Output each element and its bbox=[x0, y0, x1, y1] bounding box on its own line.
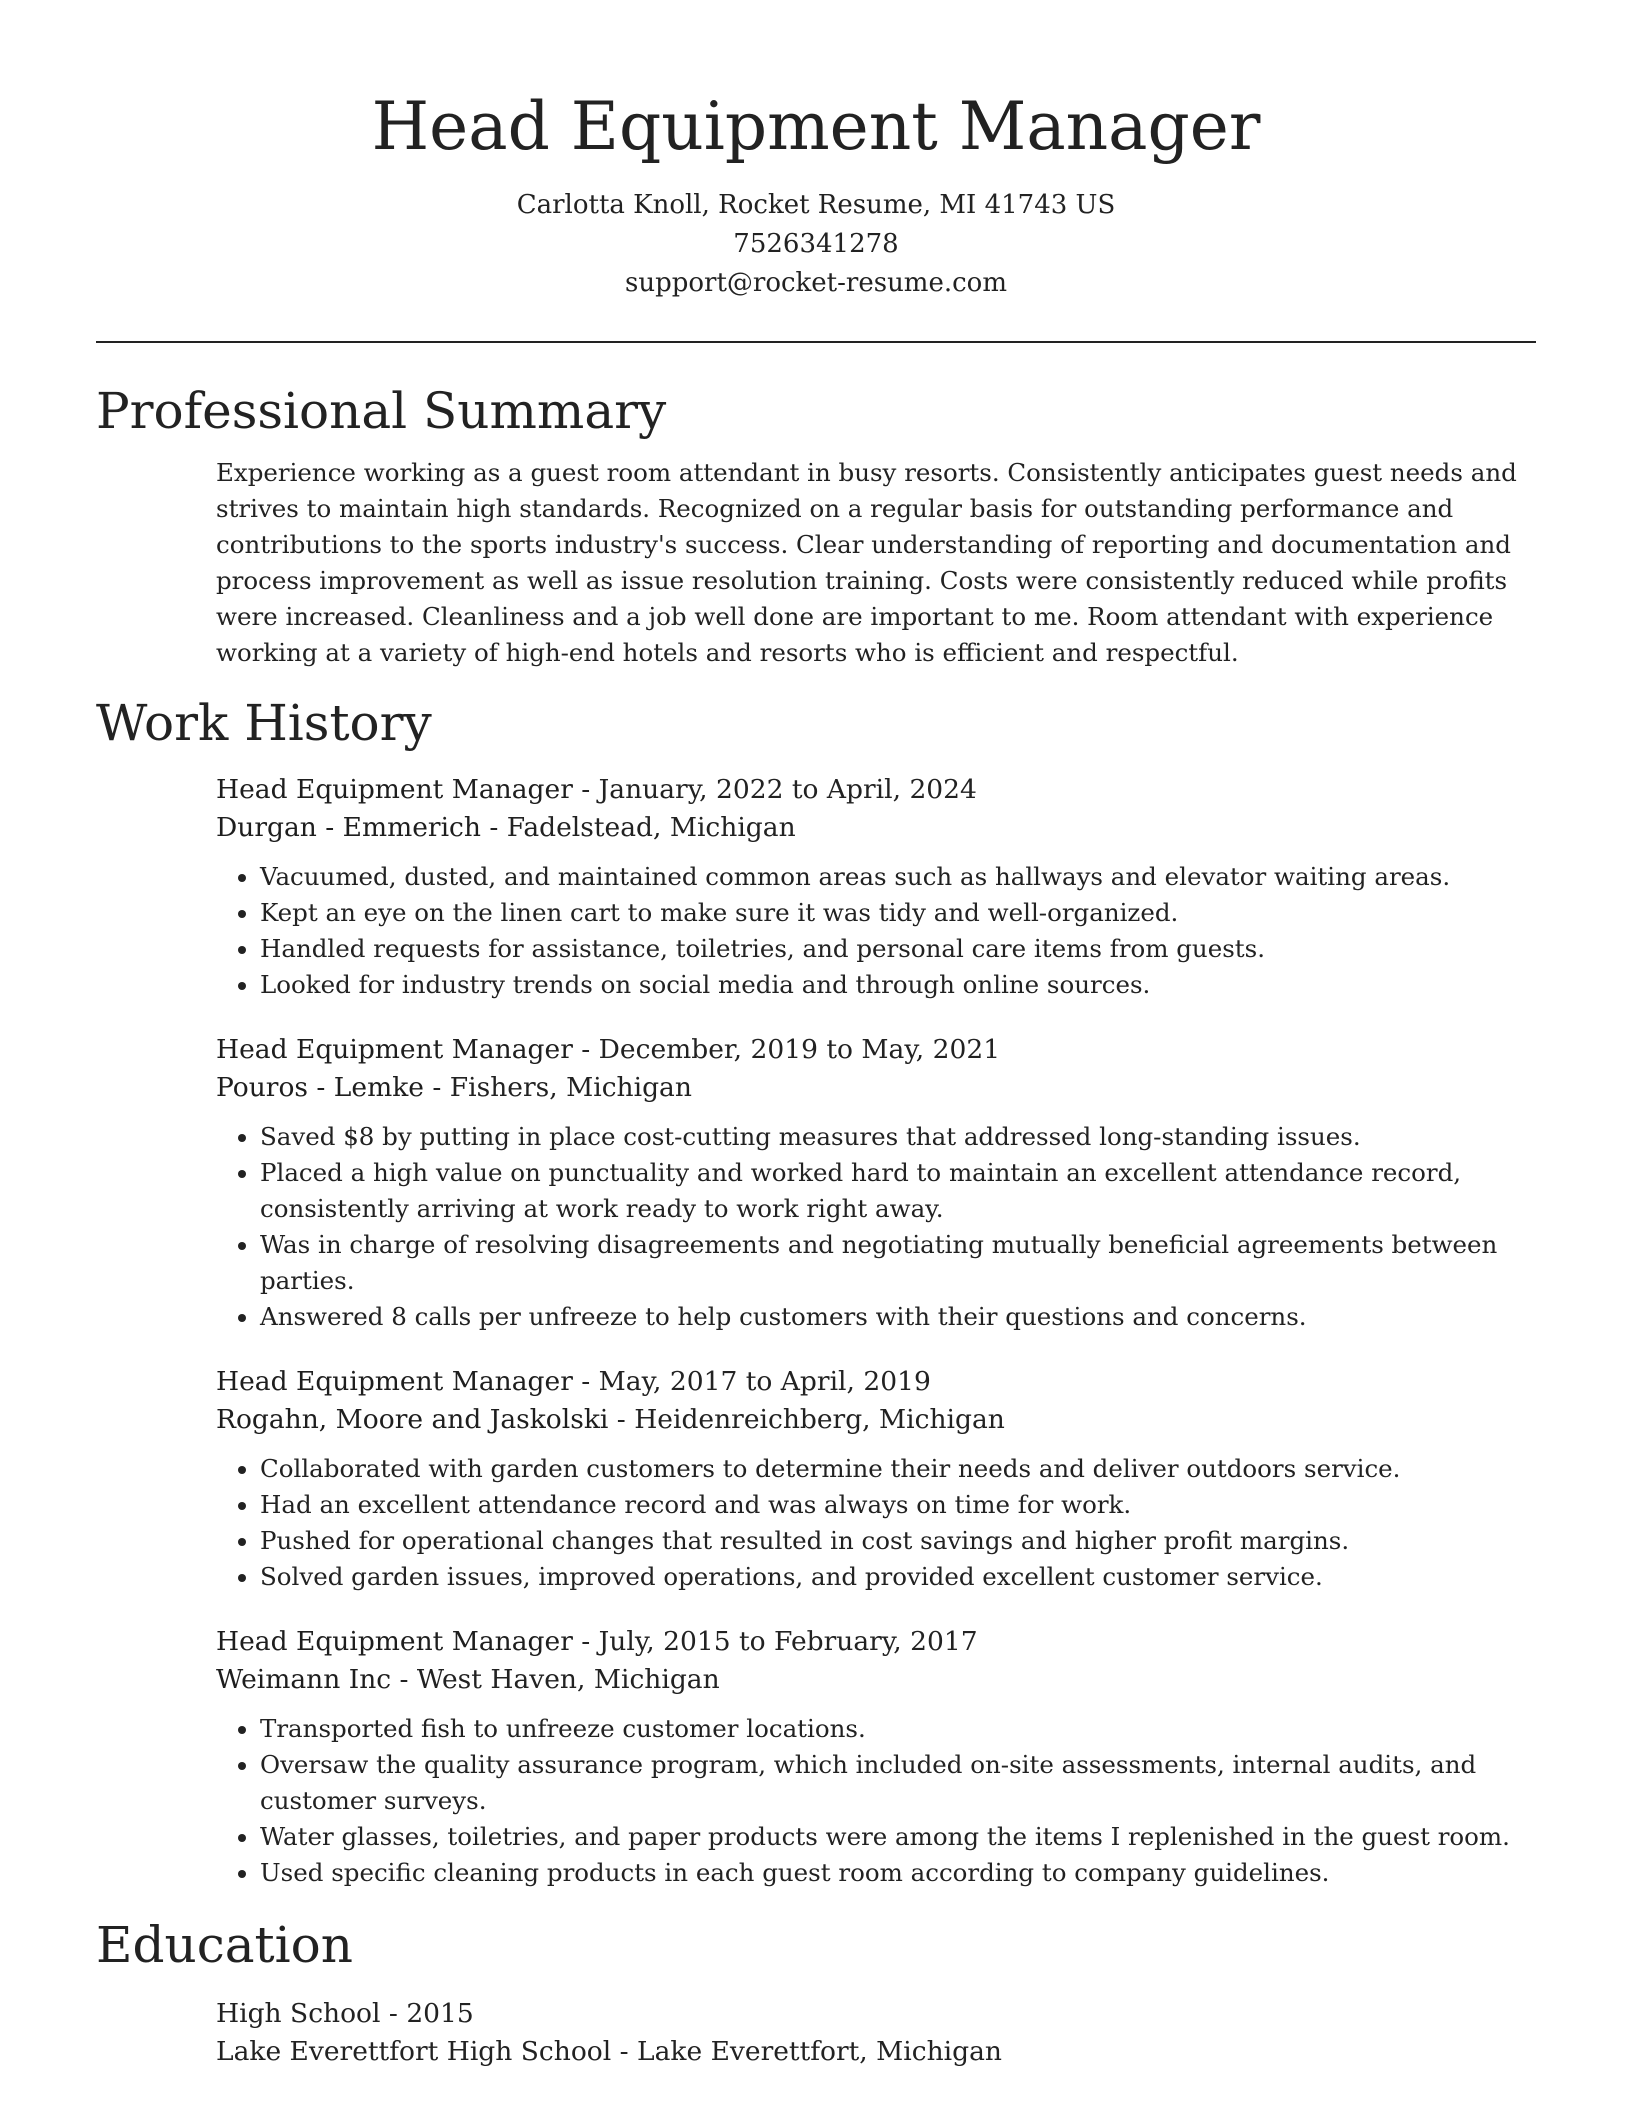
contact-phone: 7526341278 bbox=[733, 229, 899, 259]
education-section bbox=[216, 1995, 1536, 2071]
job-entry bbox=[216, 1031, 1536, 1335]
separator: - bbox=[608, 1404, 635, 1435]
resume-title: Head Equipment Manager bbox=[371, 88, 1261, 165]
job-bullet: • Collaborated with garden customers to determine their needs and deliver outdoors service. bbox=[260, 1451, 1536, 1487]
separator: - bbox=[391, 1664, 417, 1695]
job-bullet: • Saved $8 by putting in place cost-cutting measures that addressed long-standing issues. bbox=[260, 1119, 1536, 1155]
contact-address: Carlotta Knoll, Rocket Resume, MI 41743 US bbox=[516, 190, 1116, 220]
job-title: Head Equipment Manager bbox=[216, 1034, 573, 1065]
job-bullet: • Looked for industry trends on social media and through online sources. bbox=[260, 967, 1536, 1003]
job-entry bbox=[216, 1363, 1536, 1595]
job-bullet: • Pushed for operational changes that resulted in cost savings and higher profit margins. bbox=[260, 1523, 1536, 1559]
job-title-line bbox=[216, 771, 1536, 809]
summary-section bbox=[216, 455, 1536, 671]
job-title: Head Equipment Manager bbox=[216, 1626, 573, 1657]
job-title-line bbox=[216, 1031, 1536, 1069]
job-dates: July, 2015 to February, 2017 bbox=[598, 1626, 978, 1657]
job-bullets bbox=[216, 1711, 1536, 1891]
job-bullet: • Placed a high value on punctuality and worked hard to maintain an excellent attendance record, consistently arriving at work ready to work right away. bbox=[260, 1155, 1536, 1227]
job-dates: May, 2017 to April, 2019 bbox=[598, 1366, 931, 1397]
job-entry bbox=[216, 1623, 1536, 1891]
job-bullet: • Transported fish to unfreeze customer locations. bbox=[260, 1711, 1536, 1747]
job-location: Fishers, Michigan bbox=[449, 1072, 692, 1103]
education-degree-line bbox=[216, 1995, 1536, 2033]
job-company-line bbox=[216, 809, 1536, 847]
job-bullets bbox=[216, 859, 1536, 1003]
separator: - bbox=[572, 774, 599, 805]
job-bullet: • Oversaw the quality assurance program, which included on-site assessments, internal audits, and customer surveys. bbox=[260, 1747, 1536, 1819]
job-company: Weimann Inc bbox=[216, 1664, 392, 1695]
resume-header bbox=[96, 0, 1536, 303]
separator: - bbox=[423, 1072, 450, 1103]
work-history-heading: Work History bbox=[96, 694, 432, 752]
job-location: West Haven, Michigan bbox=[416, 1664, 720, 1695]
separator: - bbox=[572, 1626, 599, 1657]
job-bullet: • Vacuumed, dusted, and maintained common areas such as hallways and elevator waiting areas. bbox=[260, 859, 1536, 895]
job-company-line bbox=[216, 1661, 1536, 1699]
resume-page bbox=[96, 0, 1536, 2071]
job-title-line bbox=[216, 1623, 1536, 1661]
job-company: Rogahn, Moore and Jaskolski bbox=[216, 1404, 609, 1435]
job-bullet: • Handled requests for assistance, toiletries, and personal care items from guests. bbox=[260, 931, 1536, 967]
job-bullet: • Kept an eye on the linen cart to make sure it was tidy and well-organized. bbox=[260, 895, 1536, 931]
job-title: Head Equipment Manager bbox=[216, 1366, 573, 1397]
separator: - bbox=[480, 812, 507, 843]
summary-heading: Professional Summary bbox=[96, 382, 667, 440]
header-divider bbox=[96, 341, 1536, 343]
job-bullet: • Used specific cleaning products in each guest room according to company guidelines. bbox=[260, 1855, 1536, 1891]
job-bullets bbox=[216, 1119, 1536, 1335]
job-company-line bbox=[216, 1069, 1536, 1107]
job-title-line bbox=[216, 1363, 1536, 1401]
work-history-section bbox=[216, 771, 1536, 1891]
contact-email: support@rocket-resume.com bbox=[624, 268, 1007, 298]
education-heading: Education bbox=[96, 1916, 353, 1974]
job-bullet: • Solved garden issues, improved operations, and provided excellent customer service. bbox=[260, 1559, 1536, 1595]
summary-text: Experience working as a guest room attendant in busy resorts. Consistently anticipates guest needs and strives to maintain high standards. Recognized on a regular basis for outstanding performance and contributions to the sports industry's success. Clear understanding of reporting and documentation and process improvement as well as issue resolution training. Costs were consistently reduced while profits were increased. Cleanliness and a job well done are important to me. Room attendant with experience working at a variety of high-end hotels and resorts who is efficient and respectful. bbox=[216, 458, 1517, 667]
job-bullets bbox=[216, 1451, 1536, 1595]
job-bullet: • Water glasses, toiletries, and paper products were among the items I replenished in the guest room. bbox=[260, 1819, 1536, 1855]
job-dates: January, 2022 to April, 2024 bbox=[598, 774, 977, 805]
job-location: Heidenreichberg, Michigan bbox=[634, 1404, 1005, 1435]
education-location: Lake Everettfort, Michigan bbox=[637, 2036, 1002, 2067]
job-bullet: • Had an excellent attendance record and was always on time for work. bbox=[260, 1487, 1536, 1523]
job-location: Fadelstead, Michigan bbox=[506, 812, 796, 843]
education-school-line bbox=[216, 2033, 1536, 2071]
separator: - bbox=[380, 1998, 407, 2029]
job-company-line bbox=[216, 1401, 1536, 1439]
job-company: Durgan - Emmerich bbox=[216, 812, 481, 843]
education-degree: High School bbox=[216, 1998, 381, 2029]
separator: - bbox=[572, 1366, 599, 1397]
job-entry bbox=[216, 771, 1536, 1003]
job-company: Pouros - Lemke bbox=[216, 1072, 424, 1103]
separator: - bbox=[611, 2036, 638, 2067]
job-bullet: • Was in charge of resolving disagreements and negotiating mutually beneficial agreements between parties. bbox=[260, 1227, 1536, 1299]
job-title: Head Equipment Manager bbox=[216, 774, 573, 805]
job-dates: December, 2019 to May, 2021 bbox=[598, 1034, 1001, 1065]
job-bullet: • Answered 8 calls per unfreeze to help customers with their questions and concerns. bbox=[260, 1299, 1536, 1335]
separator: - bbox=[572, 1034, 599, 1065]
education-year: 2015 bbox=[406, 1998, 474, 2029]
education-school: Lake Everettfort High School bbox=[216, 2036, 612, 2067]
